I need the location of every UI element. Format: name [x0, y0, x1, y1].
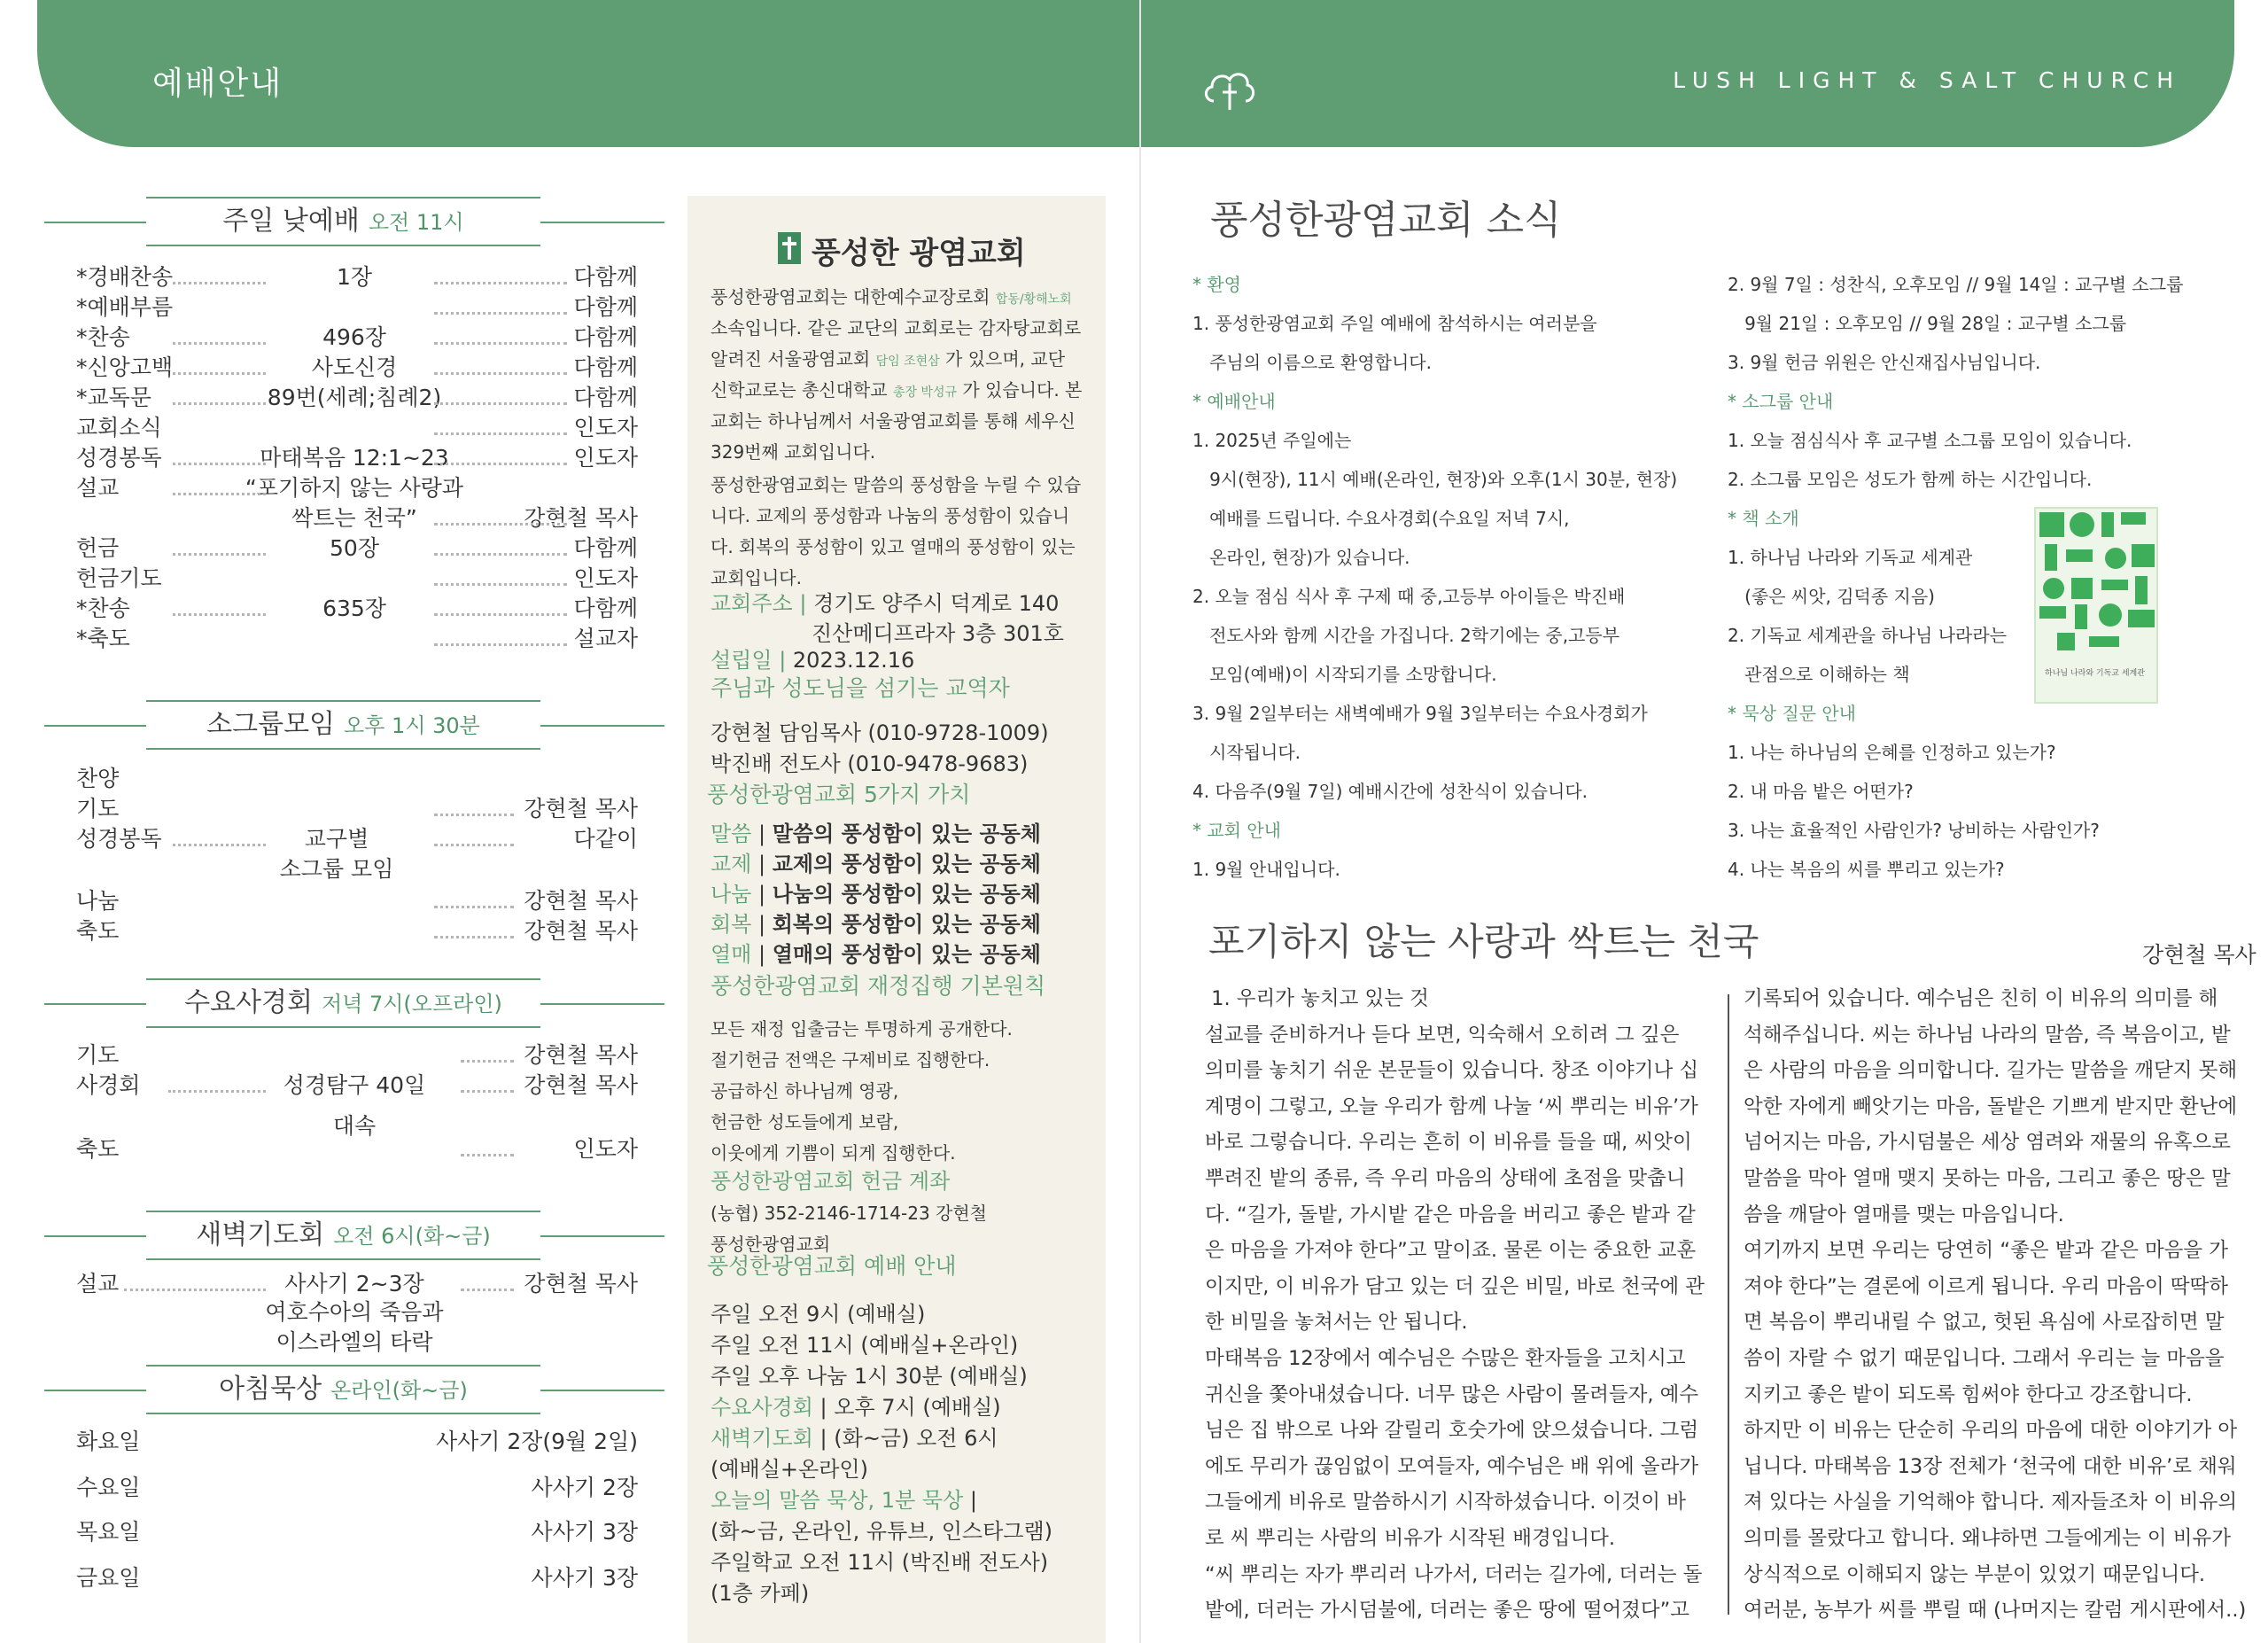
sermon-line: 은 사람의 마음을 의미합니다. 길가는 말씀을 깨닫지 못해	[1744, 1059, 2238, 1083]
address-sep: |	[792, 591, 814, 616]
page-spine	[1139, 0, 1141, 1643]
finance-line: 공급하신 하나님께 영광,	[711, 1080, 899, 1102]
sermon-line: 석해주십니다. 씨는 하나님 나라의 말씀, 즉 복음이고, 밭	[1744, 1023, 2231, 1047]
intro-part: 가 있으며, 교단	[939, 348, 1066, 370]
sermon-line: 악한 자에게 빼앗기는 마음, 돌밭은 기쁘게 받지만 환난에	[1744, 1094, 2238, 1118]
news-item: 1. 2025년 주일에는	[1192, 430, 1352, 451]
sermon-line: 이지만, 이 비유가 담고 있는 더 깊은 비밀, 바로 천국에 관	[1205, 1274, 1705, 1298]
account-line: 풍성한광염교회	[711, 1234, 831, 1255]
smallgroup-dots	[434, 814, 514, 816]
sermon-line: 씀이 자랄 수 없기 때문입니다. 그래서 우리는 늘 마음을	[1744, 1347, 2225, 1370]
worship-line	[711, 1582, 809, 1605]
sunday-dots	[173, 613, 266, 616]
value-sep: |	[751, 822, 773, 846]
sunday-title: 주일 낮예배	[222, 206, 360, 237]
worship-text: (예배실+온라인)	[711, 1457, 868, 1482]
smallgroup-dots	[434, 936, 514, 938]
sermon-line: 여기까지 보면 우리는 당연히 “좋은 밭과 같은 마음을 가	[1744, 1239, 2229, 1263]
sunday-dots	[434, 463, 567, 465]
value-line	[711, 943, 1041, 966]
wednesday-row-item: 성경탐구 40일	[283, 1072, 426, 1098]
sunday-row-label: *찬송	[76, 596, 130, 621]
dawn-title-box	[146, 1211, 540, 1260]
sunday-dots	[434, 342, 567, 345]
intro-part: 알려진 서울광염교회	[711, 348, 876, 370]
sunday-row-leader: 다함께	[573, 294, 638, 320]
news-item: 1. 나는 하나님의 은혜를 인정하고 있는가?	[1728, 742, 2056, 763]
wednesday-dots	[461, 1090, 514, 1093]
value-line	[711, 822, 1041, 845]
sunday-dots	[434, 432, 567, 435]
intro-part: 풍성한광염교회는 대한예수교장로회	[711, 286, 996, 308]
founded-line	[711, 649, 914, 672]
sunday-dots	[434, 312, 567, 315]
smallgroup-section-title	[44, 700, 664, 750]
value-sep: |	[751, 852, 773, 876]
wednesday-row-leader: 강현철 목사	[524, 1042, 638, 1068]
sermon-line: 바로 그렇습니다. 우리는 흔히 이 비유를 들을 때, 씨앗이	[1205, 1131, 1692, 1155]
wednesday-row-label: 사경회	[76, 1072, 141, 1098]
value-line	[711, 913, 1041, 936]
sermon-line: 에도 무리가 끊임없이 모여들자, 예수님은 배 위에 올라가	[1205, 1454, 1699, 1478]
sermon-line: 여러분, 농부가 씨를 뿌릴 때 (나머지는 칼럼 게시판에서..)	[1744, 1599, 2247, 1623]
morning-passage: 사사기 2장(9월 2일)	[435, 1429, 638, 1454]
smallgroup-row-item: 교구별	[304, 826, 369, 852]
book-cover-image	[2034, 507, 2158, 704]
sunday-dots	[173, 553, 266, 556]
news-item: 3. 나는 효율적인 사람인가? 낭비하는 사람인가?	[1728, 820, 2100, 841]
sunday-row-label: *예배부름	[76, 294, 174, 320]
worship-title: 풍성한광염교회 예배 안내	[707, 1253, 957, 1279]
worship-line	[711, 1396, 1001, 1419]
account-line: (농협) 352-2146-1714-23 강현철	[711, 1203, 987, 1224]
dawn-row-item: 여호수아의 죽음과	[265, 1299, 444, 1325]
sunday-row-label: *축도	[76, 626, 130, 651]
sunday-row-leader: 다함께	[573, 324, 638, 350]
sunday-dots	[173, 372, 266, 375]
worship-key: 수요사경회	[711, 1395, 813, 1420]
smallgroup-title-box	[146, 700, 540, 750]
finance-line: 절기헌금 전액은 구제비로 집행한다.	[711, 1049, 990, 1071]
minister: 박진배 전도사 (010-9478-9683)	[711, 751, 1029, 776]
wednesday-dots	[461, 1154, 514, 1156]
smallgroup-title: 소그룹모임	[206, 709, 336, 740]
intro-part: 합동/황해노회	[995, 292, 1072, 307]
value-key: 열매	[711, 942, 752, 967]
smallgroup-row-label: 성경봉독	[76, 826, 162, 852]
smallgroup-dots	[173, 844, 266, 846]
news-item: 2. 내 마음 밭은 어떤가?	[1728, 781, 1914, 802]
sunday-row-leader: 다함께	[573, 596, 638, 621]
smallgroup-row-label: 축도	[76, 918, 120, 944]
sermon-line: 기록되어 있습니다. 예수님은 친히 이 비유의 의미를 해	[1744, 987, 2218, 1010]
news-item: * 묵상 질문 안내	[1728, 703, 1856, 724]
value-key: 교제	[711, 852, 752, 876]
intro-line	[711, 409, 1076, 432]
value-sep: |	[751, 942, 773, 967]
sunday-dots	[434, 402, 567, 405]
news-item: 1. 오늘 점심식사 후 교구별 소그룹 모임이 있습니다.	[1728, 430, 2132, 451]
wednesday-row-item: 대속	[332, 1113, 377, 1139]
news-item: 예배를 드립니다. 수요사경회(수요일 저녁 7시,	[1192, 508, 1570, 529]
wednesday-title-box	[146, 978, 540, 1028]
news-item: 1. 풍성한광염교회 주일 예배에 참석하시는 여러분을	[1192, 313, 1597, 334]
news-item: 3. 9월 헌금 위원은 안신재집사님입니다.	[1728, 352, 2041, 373]
account-title: 풍성한광염교회 헌금 계좌	[711, 1169, 951, 1194]
smallgroup-row-leader: 강현철 목사	[524, 796, 638, 822]
wednesday-row-leader: 인도자	[573, 1136, 638, 1162]
value-key: 나눔	[711, 882, 752, 907]
sunday-row-item: 싹트는 천국”	[291, 505, 417, 531]
finance-title: 풍성한광염교회 재정집행 기본원칙	[711, 973, 1046, 999]
value-text: 회복의 풍성함이 있는 공동체	[772, 912, 1041, 937]
worship-line	[711, 1365, 1028, 1388]
dawn-section-title	[44, 1211, 664, 1260]
sunday-row-leader: 인도자	[573, 445, 638, 471]
sunday-row-leader: 강현철 목사	[524, 505, 638, 531]
intro2-line: 다. 회복의 풍성함이 있고 열매의 풍성함이 있는	[711, 536, 1076, 557]
finance-line: 헌금한 성도들에게 보람,	[711, 1111, 899, 1133]
news-item: 모임(예배)이 시작되기를 소망합니다.	[1192, 664, 1497, 685]
sermon-line: 설교를 준비하거나 듣다 보면, 익숙해서 오히려 그 깊은	[1205, 1023, 1680, 1047]
header-bar-right	[1141, 0, 2234, 147]
sunday-dots	[173, 342, 266, 345]
news-item: * 교회 안내	[1192, 820, 1281, 841]
sunday-row-leader: 다함께	[573, 535, 638, 561]
value-text: 나눔의 풍성함이 있는 공동체	[772, 882, 1041, 907]
sermon-line: 귀신을 쫓아내셨습니다. 너무 많은 사람이 몰려들자, 예수	[1205, 1382, 1699, 1406]
sermon-line: 그들에게 비유로 말씀하시기 시작하셨습니다. 이것이 바	[1205, 1491, 1686, 1515]
worship-line	[711, 1489, 977, 1512]
dawn-time: 오전 6시(화~금)	[333, 1224, 491, 1249]
value-text: 교제의 풍성함이 있는 공동체	[772, 852, 1041, 876]
sunday-row-label: *경배찬송	[76, 264, 174, 290]
worship-line	[711, 1303, 925, 1326]
intro-part: 신학교로는 총신대학교	[711, 379, 893, 401]
news-item: 1. 하나님 나라와 기독교 세계관	[1728, 547, 1973, 568]
sunday-row-label: *찬송	[76, 324, 130, 350]
sunday-row-label: 헌금기도	[76, 565, 162, 591]
sunday-row-item: 635장	[322, 596, 386, 621]
sermon-line: 하지만 이 비유는 단순히 우리의 마음에 대한 이야기가 아	[1744, 1419, 2238, 1443]
worship-text: | 오후 7시 (예배실)	[812, 1395, 1001, 1420]
smallgroup-row-label: 나눔	[76, 888, 120, 914]
sunday-row-leader: 인도자	[573, 565, 638, 591]
worship-text: 주일 오전 9시 (예배실)	[711, 1302, 926, 1327]
smallgroup-row-leader: 강현철 목사	[524, 918, 638, 944]
news-item: 9시(현장), 11시 예배(온라인, 현장)와 오후(1시 30분, 현장)	[1192, 469, 1678, 490]
smallgroup-time: 오후 1시 30분	[344, 713, 480, 738]
sermon-line: 로 씨 뿌리는 사람의 비유가 시작된 배경입니다.	[1205, 1527, 1616, 1550]
wednesday-row-label: 축도	[76, 1136, 120, 1162]
sunday-dots	[434, 372, 567, 375]
sunday-row-leader: 인도자	[573, 415, 638, 440]
founded-value: 2023.12.16	[792, 648, 915, 673]
value-sep: |	[751, 882, 773, 907]
sunday-row-label: 성경봉독	[76, 445, 162, 471]
news-item: 1. 9월 안내입니다.	[1192, 859, 1340, 880]
news-item: (좋은 씨앗, 김덕종 지음)	[1728, 586, 1935, 607]
news-item: * 예배안내	[1192, 391, 1276, 412]
sunday-section-title	[44, 197, 664, 246]
news-item: 관점으로 이해하는 책	[1728, 664, 1910, 685]
sunday-dots	[434, 643, 567, 646]
worship-text: | (화~금) 오전 6시	[812, 1426, 998, 1451]
intro-part: 가 있습니다. 본	[957, 379, 1083, 401]
news-item: 시작됩니다.	[1192, 742, 1301, 763]
sunday-row-item: 사도신경	[311, 354, 398, 380]
sunday-row-item: 496장	[322, 324, 386, 350]
sunday-row-leader: 설교자	[573, 626, 638, 651]
worship-text: 주일학교 오전 11시 (박진배 전도사)	[711, 1550, 1049, 1575]
sunday-row-item: 1장	[336, 264, 373, 290]
dawn-row-item: 이스라엘의 타락	[276, 1329, 433, 1355]
morning-title: 아침묵상	[219, 1374, 322, 1405]
sunday-dots	[434, 523, 567, 526]
news-item: * 환영	[1192, 274, 1241, 295]
worship-text: (1층 카페)	[711, 1581, 810, 1606]
intro-part: 329번째 교회입니다.	[711, 441, 876, 463]
smallgroup-row-label: 기도	[76, 796, 120, 822]
value-text: 열매의 풍성함이 있는 공동체	[772, 942, 1041, 967]
dawn-dots	[124, 1289, 266, 1291]
intro-line	[711, 285, 1072, 311]
value-line	[711, 853, 1041, 876]
sermon-line: 져야 한다”는 결론에 이르게 됩니다. 우리 마음이 딱딱하	[1744, 1274, 2229, 1298]
values-title: 풍성한광염교회 5가지 가치	[707, 782, 971, 807]
value-text: 말씀의 풍성함이 있는 공동체	[772, 822, 1041, 846]
book-cover-title: 하나님 나라와 기독교 세계관	[2045, 669, 2145, 678]
cloud-cross-icon	[1201, 62, 1258, 112]
news-item: 온라인, 현장)가 있습니다.	[1192, 547, 1410, 568]
sermon-line: 넘어지는 마음, 가시덤불은 세상 염려와 재물의 유혹으로	[1744, 1131, 2231, 1155]
address-line	[711, 592, 1059, 615]
intro-part: 소속입니다. 같은 교단의 교회로는 감자탕교회로	[711, 317, 1082, 339]
sermon-author: 강현철 목사	[2142, 942, 2256, 968]
worship-text: 주일 오전 11시 (예배실+온라인)	[711, 1333, 1019, 1358]
sermon-line: 상식적으로 이해되지 않는 부분이 있었기 때문입니다.	[1744, 1562, 2206, 1586]
sermon-title: 포기하지 않는 사랑과 싹트는 천국	[1208, 920, 1759, 963]
sunday-dots	[434, 613, 567, 616]
morning-day: 수요일	[76, 1475, 141, 1500]
smallgroup-row-leader: 강현철 목사	[524, 888, 638, 914]
wednesday-section-title	[44, 978, 664, 1028]
intro-part: 총장 박성규	[892, 385, 957, 400]
wednesday-row-label: 기도	[76, 1042, 120, 1068]
sermon-line: “씨 뿌리는 자가 뿌리러 나가서, 더러는 길가에, 더러는 돌	[1205, 1562, 1703, 1586]
news-item: * 소그룹 안내	[1728, 391, 1834, 412]
sunday-dots	[173, 493, 266, 495]
intro2-line: 교회입니다.	[711, 567, 802, 588]
sunday-dots	[434, 583, 567, 586]
sermon-line: 님은 집 밖으로 나와 갈릴리 호숫가에 앉으셨습니다. 그럼	[1205, 1419, 1699, 1443]
sunday-title-box	[146, 197, 540, 246]
sermon-line: 마태복음 12장에서 예수님은 수많은 환자들을 고치시고	[1205, 1347, 1686, 1370]
value-key: 말씀	[711, 822, 752, 846]
sunday-dots	[173, 402, 266, 405]
sunday-dots	[173, 282, 266, 284]
sermon-line: 씀을 깨달아 열매를 맺는 마음입니다.	[1744, 1203, 2064, 1226]
sunday-dots	[434, 553, 567, 556]
sunday-row-leader: 다함께	[573, 354, 638, 380]
wednesday-dots	[168, 1090, 266, 1093]
worship-line	[711, 1427, 998, 1450]
value-key: 회복	[711, 912, 752, 937]
news-item: 주님의 이름으로 환영합니다.	[1192, 352, 1432, 373]
sunday-row-label: 설교	[76, 475, 120, 501]
sermon-line: 져 있다는 사실을 기억해야 합니다. 제자들조차 이 비유의	[1744, 1491, 2238, 1515]
sunday-row-leader: 다함께	[573, 264, 638, 290]
founded-sep: |	[772, 648, 793, 673]
church-brand: LUSH LIGHT & SALT CHURCH	[1673, 67, 2181, 93]
founded-label: 설립일	[711, 648, 773, 673]
column-divider	[1728, 994, 1729, 1615]
worship-key: 새벽기도회	[711, 1426, 813, 1451]
sermon-line: 의미를 놓치기 쉬운 본문들이 있습니다. 창조 이야기나 십	[1205, 1059, 1699, 1083]
sermon-line: 닙니다. 마태복음 13장 전체가 ‘천국에 대한 비유’로 채워	[1744, 1454, 2237, 1478]
sunday-row-label: *교독문	[76, 385, 151, 410]
dawn-dots	[461, 1289, 514, 1291]
sunday-row-label: 헌금	[76, 535, 120, 561]
worship-text: |	[963, 1488, 977, 1513]
smallgroup-dots	[434, 844, 514, 846]
dawn-row-label: 설교	[76, 1271, 120, 1296]
address-line2: 진산메디프라자 3층 301호	[812, 621, 1064, 646]
sermon-line: 지키고 좋은 밭이 되도록 힘써야 한다고 강조합니다.	[1744, 1382, 2193, 1406]
intro-part: 교회는 하나님께서 서울광염교회를 통해 세우신	[711, 410, 1076, 432]
value-sep: |	[751, 912, 773, 937]
header-bar-left	[37, 0, 1139, 147]
morning-day: 목요일	[76, 1519, 141, 1545]
morning-passage: 사사기 2장	[531, 1475, 638, 1500]
intro-line	[711, 440, 875, 463]
smallgroup-dots	[434, 906, 514, 908]
minister: 강현철 담임목사 (010-9728-1009)	[711, 720, 1049, 745]
page-title: 예배안내	[152, 66, 284, 102]
sermon-line: 의미를 몰랐다고 합니다. 왜냐하면 그들에게는 이 비유가	[1744, 1527, 2231, 1550]
morning-passage: 사사기 3장	[531, 1565, 638, 1591]
news-item: 2. 기독교 세계관을 하나님 나라라는	[1728, 625, 2007, 646]
news-item: 3. 9월 2일부터는 새벽예배가 9월 3일부터는 수요사경회가	[1192, 703, 1648, 724]
sunday-row-leader: 다함께	[573, 385, 638, 410]
value-line	[711, 883, 1041, 906]
worship-line	[711, 1520, 1052, 1543]
sunday-row-label: *신앙고백	[76, 354, 174, 380]
dawn-row-leader: 강현철 목사	[524, 1271, 638, 1296]
morning-day: 금요일	[76, 1565, 141, 1591]
sunday-row-item: 89번(세례;침례2)	[267, 385, 442, 410]
intro-line	[711, 347, 1065, 373]
intro2-line: 풍성한광염교회는 말씀의 풍성함을 누릴 수 있습	[711, 474, 1082, 495]
news-item: * 책 소개	[1728, 508, 1799, 529]
smallgroup-row-label: 찬양	[76, 766, 120, 791]
finance-line: 이웃에게 기쁨이 되게 집행한다.	[711, 1142, 956, 1164]
sermon-line: 1. 우리가 놓치고 있는 것	[1205, 987, 1429, 1010]
news-item: 4. 다음주(9월 7일) 예배시간에 성찬식이 있습니다.	[1192, 781, 1588, 802]
dawn-title: 새벽기도회	[196, 1219, 325, 1250]
sunday-time: 오전 11시	[368, 210, 464, 235]
address-value: 경기도 양주시 덕계로 140	[813, 591, 1060, 616]
sunday-row-item: “포기하지 않는 사랑과	[245, 475, 464, 501]
news-item: 전도사와 함께 시간을 가집니다. 2학기에는 중,고등부	[1192, 625, 1620, 646]
news-item: 2. 9월 7일 : 성찬식, 오후모임 // 9월 14일 : 교구별 소그룹	[1728, 274, 2184, 295]
church-name: 풍성한 광염교회	[812, 236, 1026, 271]
church-logo-icon	[778, 232, 801, 264]
worship-text: (화~금, 온라인, 유튜브, 인스타그램)	[711, 1519, 1053, 1544]
wednesday-title: 수요사경회	[184, 987, 313, 1018]
sermon-line: 은 마음을 가져야 한다”고 말이죠. 물론 이는 중요한 교훈	[1205, 1239, 1697, 1263]
worship-line	[711, 1334, 1018, 1357]
news-title: 풍성한광염교회 소식	[1210, 198, 1562, 243]
smallgroup-row-leader: 다같이	[573, 826, 638, 852]
news-item: 4. 나는 복음의 씨를 뿌리고 있는가?	[1728, 859, 2005, 880]
sermon-line: 한 비밀을 놓쳐서는 안 됩니다.	[1205, 1311, 1468, 1335]
sunday-row-item: 50장	[330, 535, 379, 561]
wednesday-row-leader: 강현철 목사	[524, 1072, 638, 1098]
sunday-row-item: 마태복음 12:1~23	[260, 445, 449, 471]
sunday-row-label: 교회소식	[76, 415, 162, 440]
sermon-line: 말씀을 막아 열매 맺지 못하는 마음, 그리고 좋은 땅은 말	[1744, 1167, 2231, 1190]
sermon-line: 뿌려진 밭의 종류, 즉 우리 마음의 상태에 초점을 맞춥니	[1205, 1167, 1686, 1190]
address-label: 교회주소	[711, 591, 793, 616]
morning-time: 온라인(화~금)	[330, 1378, 468, 1403]
worship-line	[711, 1458, 868, 1481]
worship-key: 오늘의 말씀 묵상, 1분 묵상	[711, 1488, 964, 1513]
intro-part: 담임 조현삼	[875, 354, 940, 369]
morning-section-title	[44, 1365, 664, 1414]
sunday-dots	[434, 282, 567, 284]
sunday-dots	[173, 463, 266, 465]
news-item: 2. 오늘 점심 식사 후 구제 때 중,고등부 아이들은 박진배	[1192, 586, 1626, 607]
wednesday-dots	[461, 1060, 514, 1063]
sermon-line: 계명이 그렇고, 오늘 우리가 함께 나눌 ‘씨 뿌리는 비유’가	[1205, 1094, 1698, 1118]
sermon-line: 밭에, 더러는 가시덤불에, 더러는 좋은 땅에 떨어졌다”고	[1205, 1599, 1690, 1623]
intro2-line: 니다. 교제의 풍성함과 나눔의 풍성함이 있습니	[711, 505, 1070, 526]
sermon-line: 면 복음이 뿌리내릴 수 없고, 헛된 욕심에 사로잡히면 말	[1744, 1311, 2225, 1335]
wednesday-time: 저녁 7시(오프라인)	[321, 992, 502, 1016]
worship-text: 주일 오후 나눔 1시 30분 (예배실)	[711, 1364, 1028, 1389]
intro-line	[711, 316, 1081, 339]
smallgroup-row-item: 소그룹 모임	[279, 856, 394, 882]
dawn-row-item: 사사기 2~3장	[284, 1271, 424, 1296]
worship-line	[711, 1551, 1048, 1574]
sermon-line: 다. “길가, 돌밭, 가시밭 같은 마음을 버리고 좋은 밭과 같	[1205, 1203, 1696, 1226]
intro-line	[711, 378, 1082, 404]
news-item: 9월 21일 : 오후모임 // 9월 28일 : 교구별 소그룹	[1728, 313, 2127, 334]
morning-passage: 사사기 3장	[531, 1519, 638, 1545]
ministers-title: 주님과 성도님을 섬기는 교역자	[711, 675, 1010, 701]
morning-day: 화요일	[76, 1429, 141, 1454]
news-item: 2. 소그룹 모임은 성도가 함께 하는 시간입니다.	[1728, 469, 2093, 490]
morning-title-box	[146, 1365, 540, 1414]
finance-line: 모든 재정 입출금는 투명하게 공개한다.	[711, 1018, 1013, 1040]
